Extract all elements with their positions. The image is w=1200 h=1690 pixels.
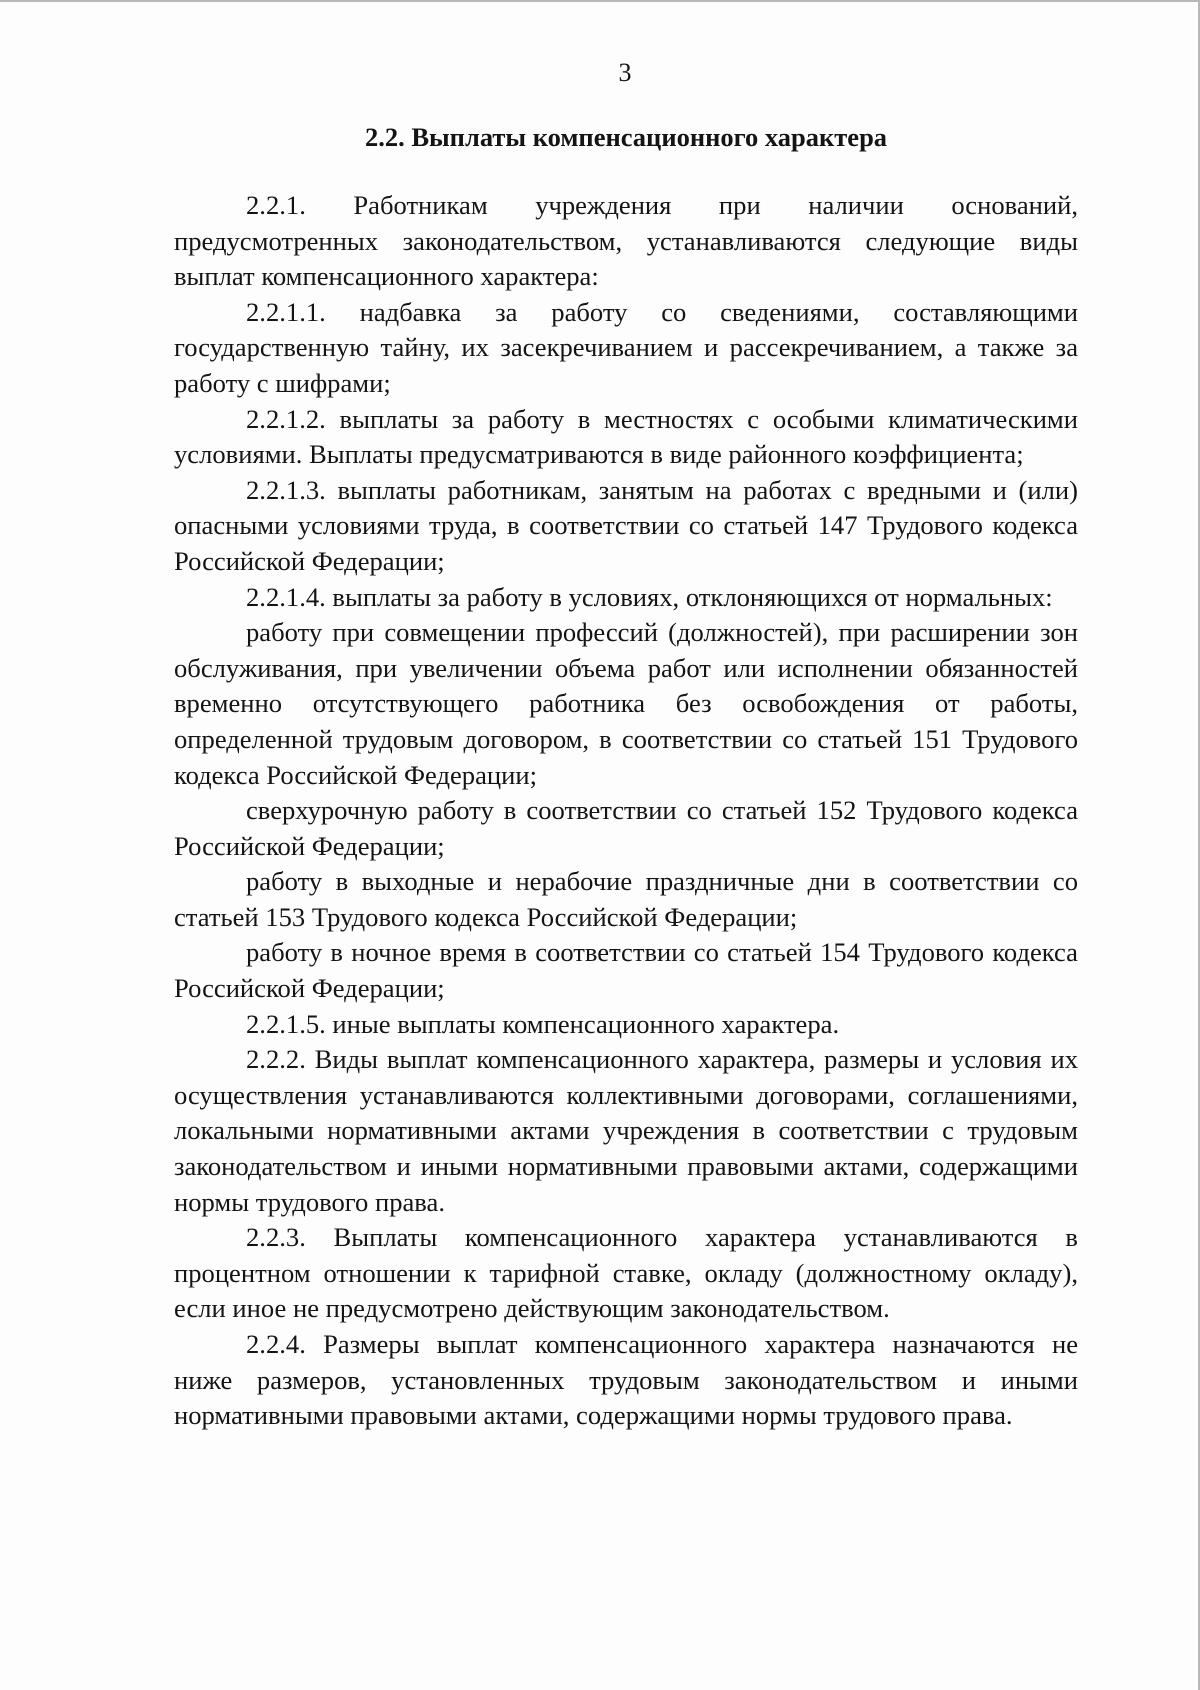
paragraph-2-2-1-2: 2.2.1.2. выплаты за работу в местностях с особыми климатическими условиями. Выплаты предусматриваются в виде районного коэффициента;: [174, 403, 1078, 470]
paragraph-overtime: сверхурочную работу в соответствии со статьей 152 Трудового кодекса Российской Федерации;: [174, 795, 1078, 861]
paragraph-2-2-3: 2.2.3. Выплаты компенсационного характера устанавливаются в процентном отношении к тарифной ставке, окладу (должностному окладу), если иное не предусмотрено действующим законодательством.: [174, 1222, 1078, 1324]
paragraph-2-2-2: 2.2.2. Виды выплат компенсационного характера, размеры и условия их осуществления устанавливаются коллективными договорами, соглашениями, локальными нормативными актами учреждения в соответствии с трудовым законодательством и иными нормативными правовыми актами, содержащими нормы трудового права.: [174, 1044, 1078, 1217]
paragraph-2-2-1: 2.2.1. Работникам учреждения при наличии оснований, предусмотренных законодательством, устанавливаются следующие виды выплат компенсационного характера:: [174, 190, 1078, 292]
paragraph-2-2-4: 2.2.4. Размеры выплат компенсационного характера назначаются не ниже размеров, установленных трудовым законодательством и иными нормативными правовыми актами, содержащими нормы трудового права.: [174, 1329, 1078, 1431]
section-heading: 2.2. Выплаты компенсационного характера: [364, 122, 888, 152]
paragraph-2-2-1-5: 2.2.1.5. иные выплаты компенсационного характера.: [246, 1008, 840, 1039]
paragraph-2-2-1-1: 2.2.1.1. надбавка за работу со сведениями, составляющими государственную тайну, их засекречиванием и рассекречиванием, а также за работу с шифрами;: [174, 296, 1078, 398]
paragraph-night-work: работу в ночное время в соответствии со статьей 154 Трудового кодекса Российской Федерации;: [174, 937, 1078, 1004]
paragraph-2-2-1-3: 2.2.1.3. выплаты работникам, занятым на работах с вредными и (или) опасными условиями труда, в соответствии со статьей 147 Трудового кодекса Российской Федерации;: [174, 474, 1078, 576]
paragraph-combining-professions: работу при совмещении профессий (должностей), при расширении зон обслуживания, при увеличении объема работ или исполнении обязанностей временно отсутствующего работника без освобождения от работы, определенной трудовым договором, в соответствии со статьей 151 Трудового кодекса Российской Федерации;: [174, 617, 1078, 790]
page-number: 3: [618, 58, 632, 87]
paragraph-2-2-1-4: 2.2.1.4. выплаты за работу в условиях, отклоняющихся от нормальных:: [246, 581, 1053, 612]
document-body: [174, 188, 1078, 1434]
paragraph-weekends-holidays: работу в выходные и нерабочие праздничные дни в соответствии со статьей 153 Трудового кодекса Российской Федерации;: [174, 866, 1078, 932]
page-top-edge: [0, 0, 1200, 2]
